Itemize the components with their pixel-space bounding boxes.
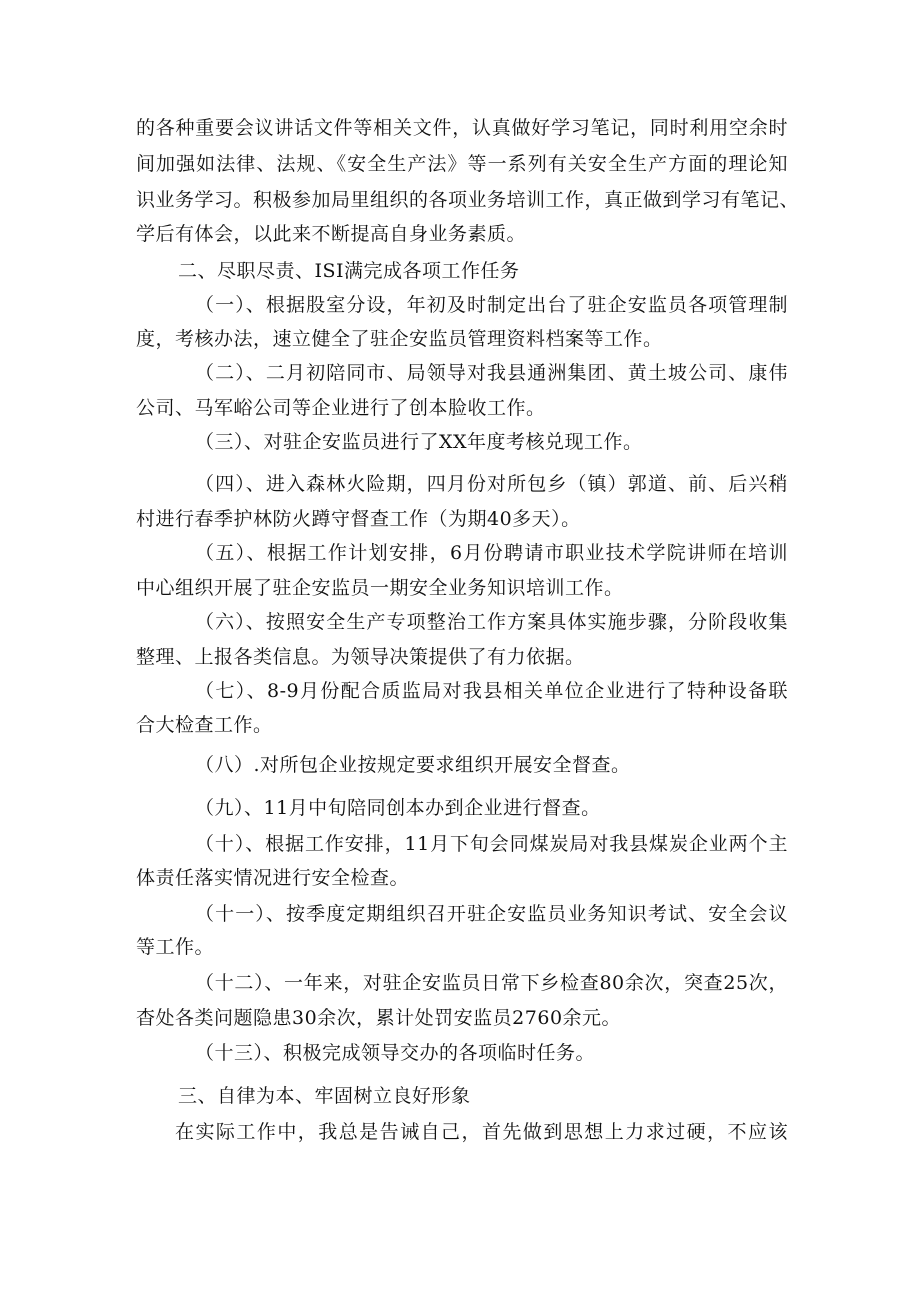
paragraph-line: 的各种重要会议讲话文件等相关文件，认真做好学习笔记，同时利用空余时: [136, 117, 788, 139]
paragraph-line: 识业务学习。积极参加局里组织的各项业务培训工作，真正做到学习有笔记、: [136, 189, 800, 211]
section-heading-2: 二、尽职尽责、ISI满完成各项工作任务: [178, 260, 520, 282]
list-item-line: （三）、对驻企安监员进行了XX年度考核兑现工作。: [195, 431, 643, 453]
list-item-line: 等工作。: [136, 936, 215, 958]
list-item-line: 村进行春季护林防火蹲守督查工作（为期40多天）。: [136, 508, 581, 530]
list-item-line: （八）.对所包企业按规定要求组织开展安全督查。: [195, 754, 631, 776]
list-item-line: （五）、根据工作计划安排，6月份聘请市职业技术学院讲师在培训: [195, 542, 788, 564]
list-item-line: （十二）、一年来，对驻企安监员日常下乡检查80余次，突查25次，: [195, 972, 788, 994]
section-heading-3: 三、自律为本、牢固树立良好形象: [178, 1085, 471, 1107]
list-item-line: （六）、按照安全生产专项整治工作方案具体实施步骤，分阶段收集: [195, 611, 788, 633]
list-item-line: 体责任落实情况进行安全检查。: [136, 867, 410, 889]
paragraph-line: 在实际工作中，我总是告诫自己，首先做到思想上力求过硬，不应该: [175, 1121, 788, 1143]
list-item-line: 合大检查工作。: [136, 714, 273, 736]
list-item-line: （七）、8-9月份配合质监局对我县相关单位企业进行了特种设备联: [195, 680, 788, 702]
list-item-line: （九）、11月中旬陪同创本办到企业进行督查。: [195, 797, 601, 819]
list-item-line: 中心组织开展了驻企安监员一期安全业务知识培训工作。: [136, 577, 624, 599]
list-item-line: 整理、上报各类信息。为领导决策提供了有力依据。: [136, 646, 585, 668]
paragraph-line: 间加强如法律、法规、《安全生产法》等一系列有关安全生产方面的理论知: [136, 153, 788, 175]
list-item-line: （十三）、积极完成领导交办的各项临时任务。: [195, 1042, 596, 1064]
list-item-line: （四）、进入森林火险期，四月份对所包乡（镇）郭道、前、后兴稍: [195, 473, 788, 495]
list-item-line: 度，考核办法，速立健全了驻企安监员管理资料档案等工作。: [136, 328, 663, 350]
list-item-line: （二）、二月初陪同市、局领导对我县通洲集团、黄土坡公司、康伟: [195, 362, 788, 384]
list-item-line: 公司、马军峪公司等企业进行了创本脸收工作。: [136, 397, 546, 419]
list-item-line: （一）、根据股室分设，年初及时制定出台了驻企安监员各项管理制: [195, 294, 788, 316]
list-item-line: （十）、根据工作安排，11月下旬会同煤炭局对我县煤炭企业两个主: [195, 833, 788, 855]
list-item-line: 杳处各类问题隐患30余次，累计处罚安监员2760余元。: [136, 1007, 622, 1029]
paragraph-line: 学后有体会，以此来不断提高自身业务素质。: [136, 223, 527, 245]
list-item-line: （十一）、按季度定期组织召开驻企安监员业务知识考试、安全会议: [195, 903, 788, 925]
